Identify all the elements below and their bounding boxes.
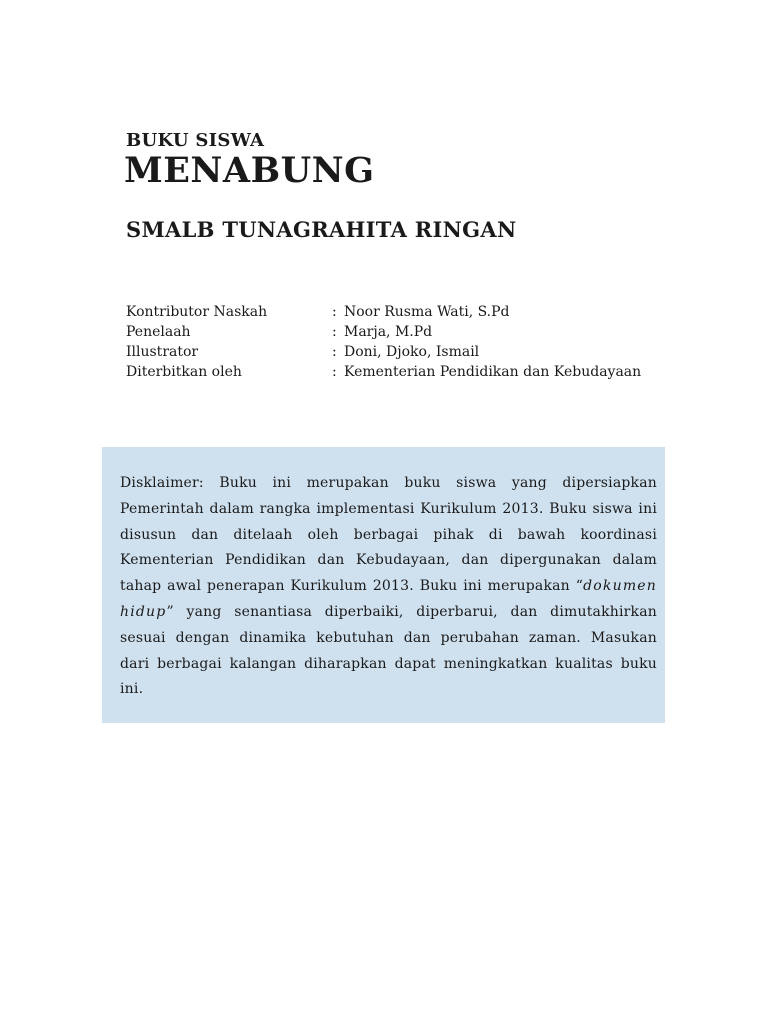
credit-separator: : — [332, 364, 337, 380]
page-title: MENABUNG — [124, 150, 375, 191]
disclaimer-emphasis: dokumen hidup — [120, 578, 657, 620]
credit-label: Penelaah — [126, 324, 191, 340]
disclaimer-text — [120, 471, 657, 703]
credit-row-contributor — [126, 302, 641, 322]
credit-value: Marja, M.Pd — [344, 324, 433, 340]
credit-label: Kontributor Naskah — [126, 304, 268, 320]
credit-value: Kementerian Pendidikan dan Kebudayaan — [344, 364, 642, 380]
credit-value: Noor Rusma Wati, S.Pd — [344, 304, 510, 320]
disclaimer-text-start: Disklaimer: Buku ini merupakan buku siswa yang dipersiapkan Pemerintah dalam rangka implementasi Kurikulum 2013. Buku siswa ini disusun dan ditelaah oleh berbagai pihak di bawah koordinasi Kementerian Pendidikan dan Kebudayaan, dan dipergunakan dalam tahap awal penerapan Kurikulum 2013. Buku ini merupakan “ — [120, 475, 657, 595]
credit-value: Doni, Djoko, Ismail — [344, 344, 480, 360]
credit-row-publisher — [126, 362, 641, 382]
credit-separator: : — [332, 304, 337, 320]
book-subtitle: SMALB TUNAGRAHITA RINGAN — [126, 217, 517, 242]
credits-list — [126, 302, 641, 382]
credit-row-illustrator — [126, 342, 641, 362]
credit-label: Diterbitkan oleh — [126, 364, 242, 380]
credit-row-reviewer — [126, 322, 641, 342]
credit-separator: : — [332, 344, 337, 360]
disclaimer-box — [102, 447, 665, 723]
credit-separator: : — [332, 324, 337, 340]
book-series-label: BUKU SISWA — [126, 130, 265, 151]
credit-label: Illustrator — [126, 344, 199, 360]
disclaimer-text-end: ” yang senantiasa diperbaiki, diperbarui, dan dimutakhirkan sesuai dengan dinamika kebutuhan dan perubahan zaman. Masukan dari berbagai kalangan diharapkan dapat meningkatkan kualitas buku ini. — [120, 603, 657, 698]
